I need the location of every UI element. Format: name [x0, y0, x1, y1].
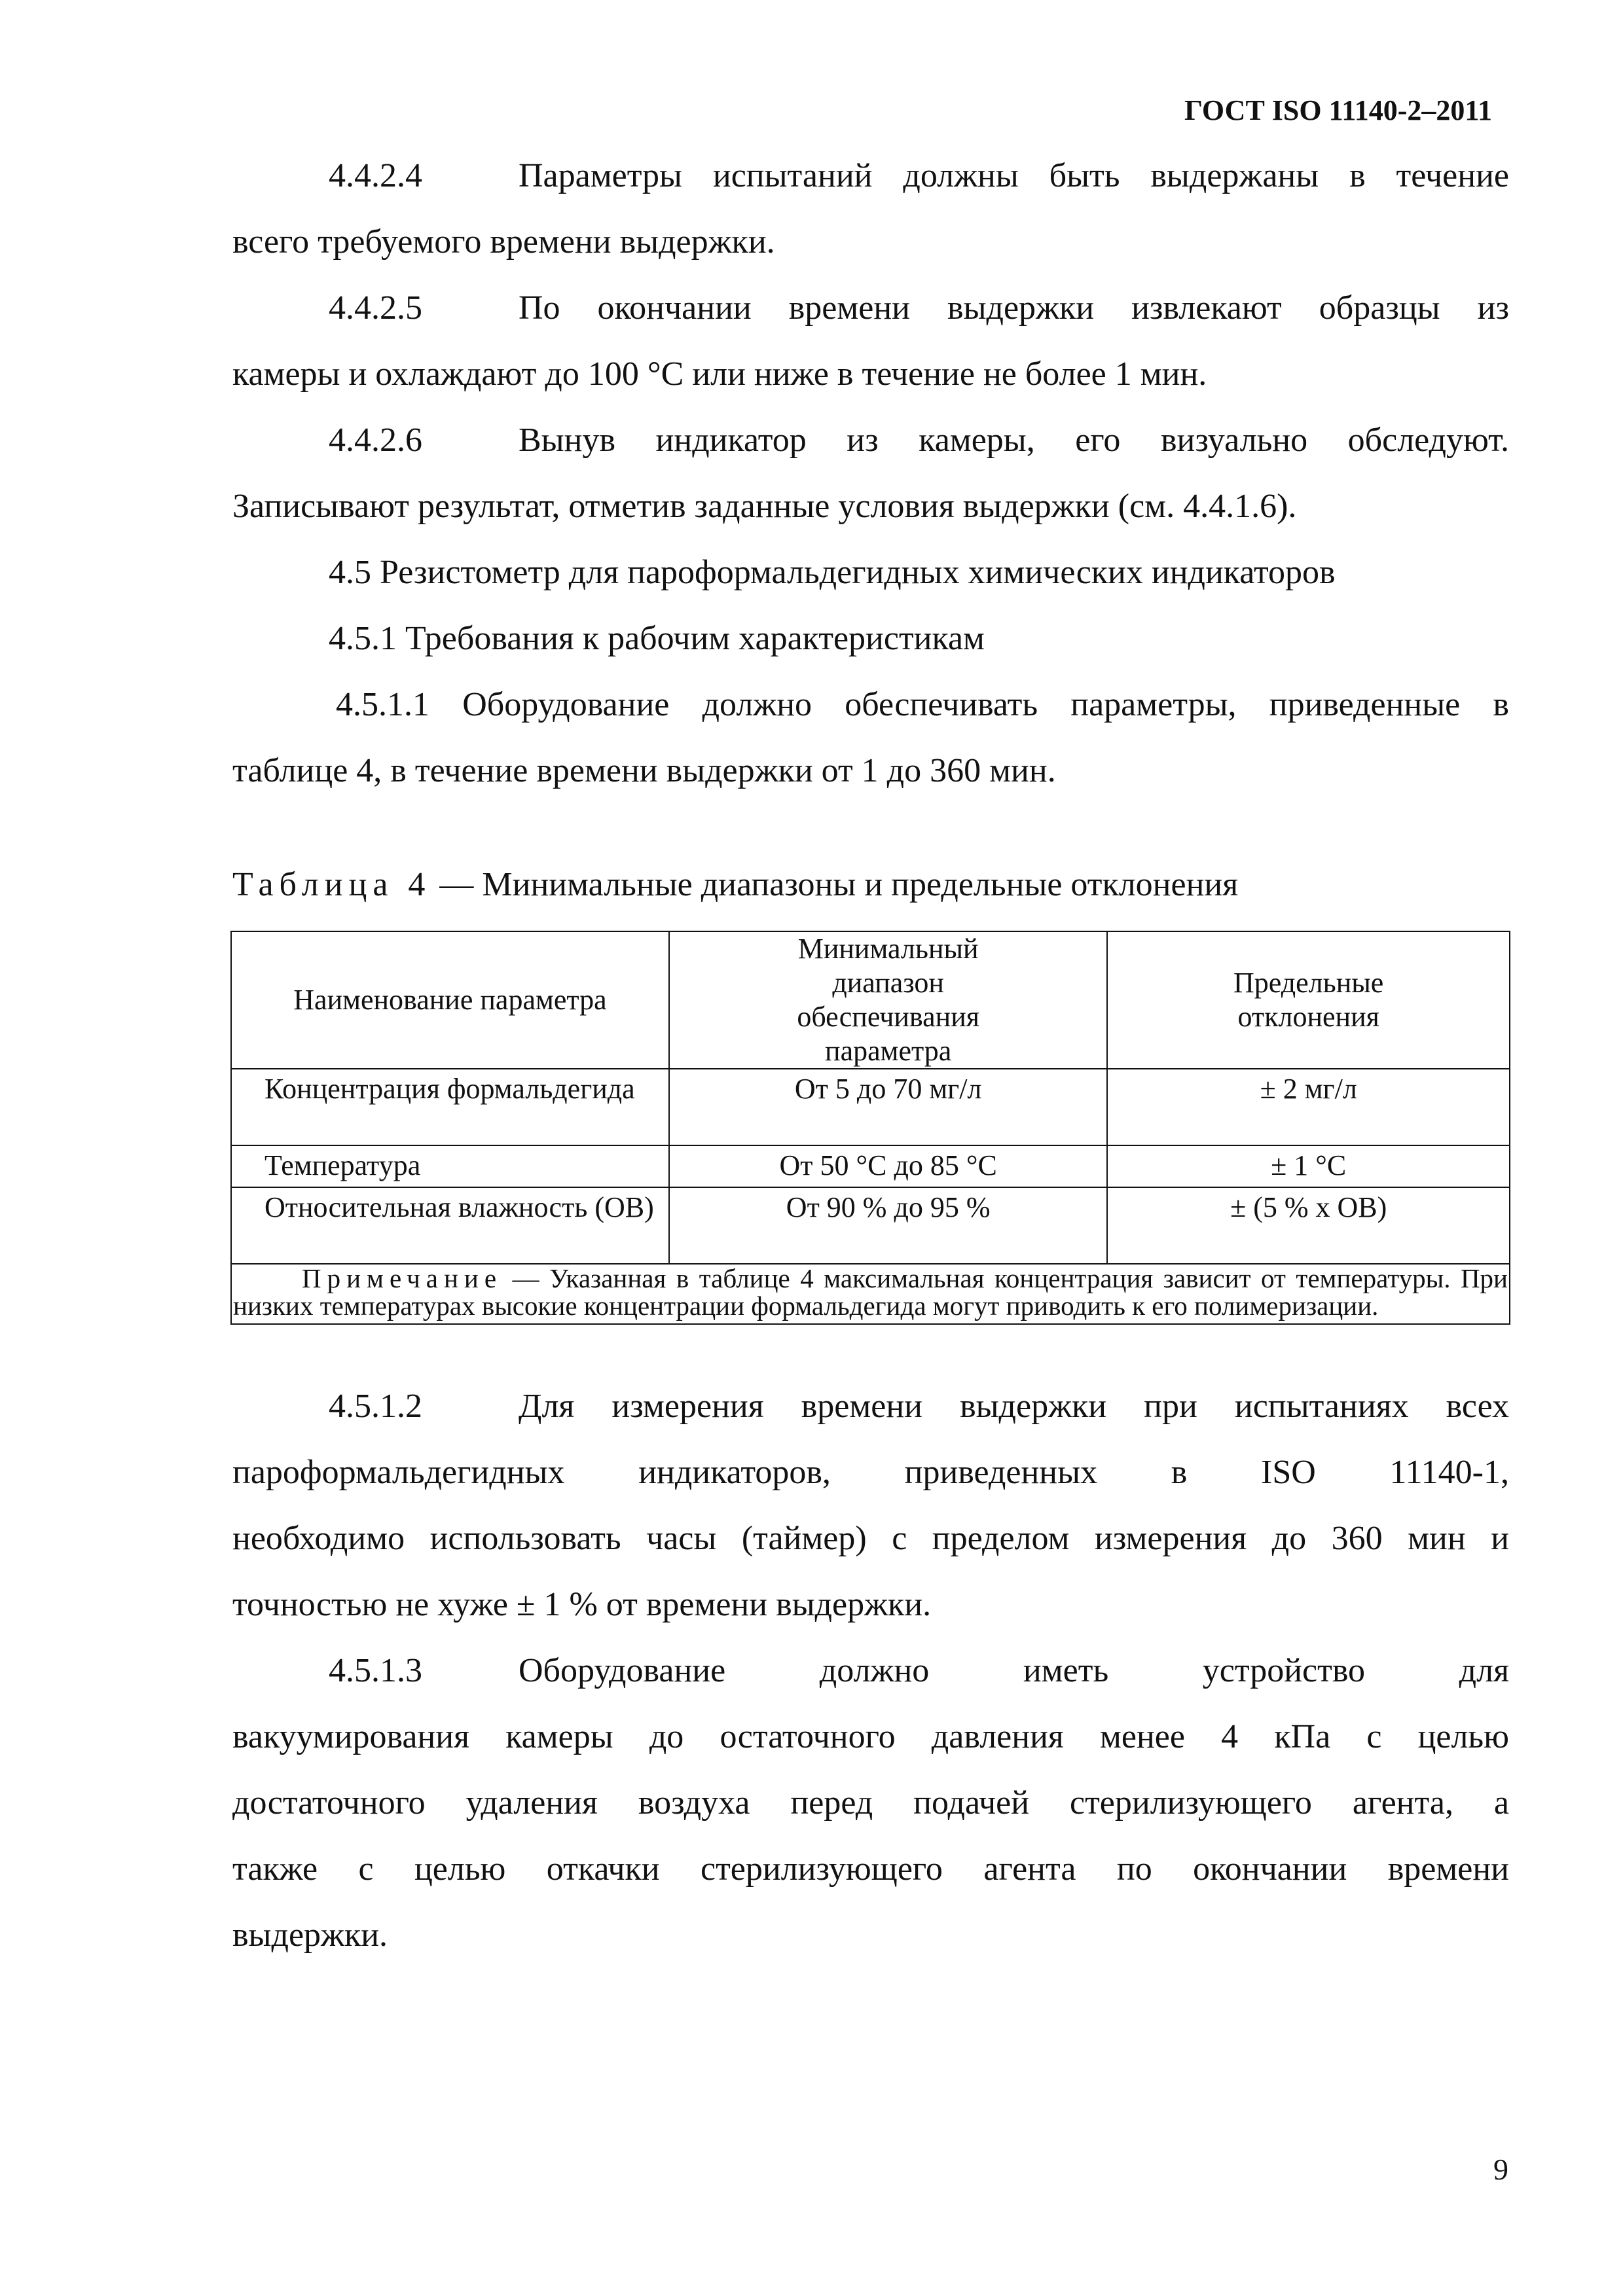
- paragraph-4-5-1-1: 4.5.1.1 Оборудование должно обеспечивать параметры, приведенные в таблице 4, в течение времени выдержки от 1 до 360 мин.: [232, 686, 1509, 789]
- clause-number: 4.4.2.4: [329, 157, 422, 194]
- clause-number: 4.5.1.3: [329, 1652, 422, 1689]
- clause-number: 4.4.2.6: [329, 422, 422, 459]
- table-cell: От 50 °С до 85 °С: [669, 1145, 1107, 1187]
- table-caption: Таблица 4 — Минимальные диапазоны и предельные отклонения: [232, 866, 1239, 903]
- header-cell: Минимальный диапазон обеспечивания параметра: [669, 931, 1107, 1069]
- table-cell: От 5 до 70 мг/л: [669, 1069, 1107, 1145]
- document-header: ГОСТ ISO 11140-2–2011: [1184, 94, 1492, 126]
- paragraph-4-4-2-4: 4.4.2.4 Параметры испытаний должны быть выдержаны в течение всего требуемого времени выдержки.: [232, 143, 1509, 275]
- clause-number: 4.5.1.2: [329, 1388, 422, 1425]
- table-cell: ± 1 °С: [1107, 1145, 1510, 1187]
- section-4-5-title: 4.5 Резистометр для пароформальдегидных химических индикаторов: [329, 554, 1336, 591]
- table-row: [231, 1069, 1510, 1145]
- table-note-row: [231, 1264, 1510, 1324]
- table-cell: От 90 % до 95 %: [669, 1187, 1107, 1264]
- table-row: [231, 1187, 1510, 1264]
- section-4-5-1-title: 4.5.1 Требования к рабочим характеристикам: [329, 620, 985, 657]
- table-4: [230, 931, 1510, 1325]
- paragraph-4-5-1-3: 4.5.1.3 Оборудование должно иметь устройство для вакуумирования камеры до остаточного давления менее 4 кПа с целью достаточного удаления воздуха перед подачей стерилизующего агента, а также с целью откачки стерилизующего агента по окончании времени выдержки.: [232, 1638, 1509, 1968]
- table-cell: ± (5 % х ОВ): [1107, 1187, 1510, 1264]
- clause-number: 4.4.2.5: [329, 289, 422, 327]
- page-number: 9: [1493, 2153, 1508, 2186]
- table-cell: Относительная влажность (ОВ): [231, 1187, 669, 1264]
- header-cell: Наименование параметра: [231, 931, 669, 1069]
- table-note: Примечание — Указанная в таблице 4 максимальная концентрация зависит от температуры. При низких температурах высокие концентрации формальдегида могут приводить к его полимеризации.: [231, 1264, 1510, 1324]
- table-cell: Температура: [231, 1145, 669, 1187]
- paragraph-4-4-2-6: 4.4.2.6 Вынув индикатор из камеры, его визуально обследуют. Записывают результат, отметив заданные условия выдержки (см. 4.4.1.6).: [232, 407, 1509, 539]
- table-header-row: [231, 931, 1510, 1069]
- table-cell: Концентрация формальдегида: [231, 1069, 669, 1145]
- paragraph-4-5-1-2: 4.5.1.2 Для измерения времени выдержки при испытаниях всех пароформальдегидных индикаторов, приведенных в ISO 11140-1, необходимо использовать часы (таймер) с пределом измерения до 360 мин и точностью не хуже ± 1 % от времени выдержки.: [232, 1373, 1509, 1638]
- paragraph-4-4-2-5: 4.4.2.5 По окончании времени выдержки извлекают образцы из камеры и охлаждают до 100 °С или ниже в течение не более 1 мин.: [232, 275, 1509, 407]
- header-cell: Предельные отклонения: [1107, 931, 1510, 1069]
- table-cell: ± 2 мг/л: [1107, 1069, 1510, 1145]
- table-row: [231, 1145, 1510, 1187]
